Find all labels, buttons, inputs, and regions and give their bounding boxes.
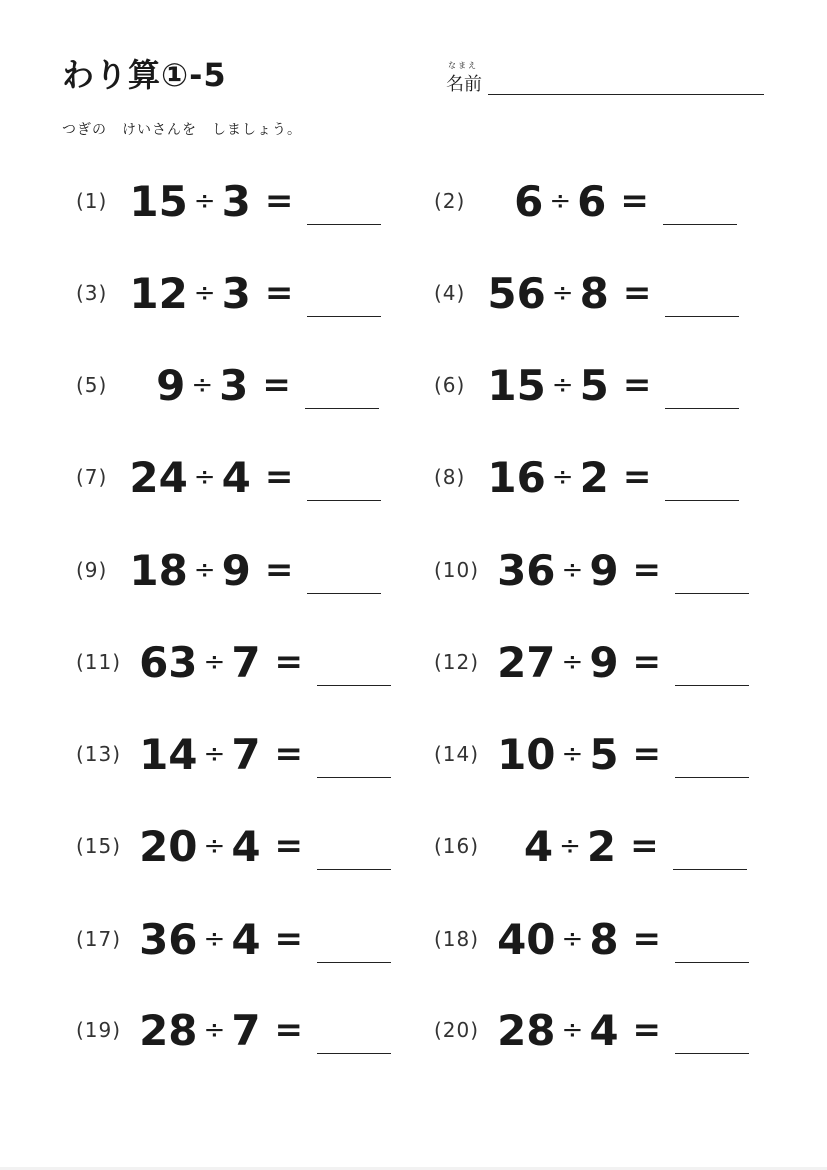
problem-item <box>76 637 391 687</box>
divisor: 5 <box>579 360 609 410</box>
problem-expression <box>139 638 303 687</box>
division-sign: ÷ <box>193 278 216 308</box>
problem-item <box>76 268 381 318</box>
problem-number: (10) <box>434 558 480 582</box>
division-sign: ÷ <box>549 186 572 216</box>
dividend: 24 <box>129 452 188 502</box>
answer-blank[interactable] <box>317 1053 391 1054</box>
equals-sign: = <box>622 273 652 313</box>
dividend: 63 <box>139 637 198 687</box>
equals-sign: = <box>274 1010 304 1050</box>
division-sign: ÷ <box>203 924 226 954</box>
worksheet-title: わり算①-5 <box>62 56 227 94</box>
answer-blank[interactable] <box>317 962 391 963</box>
problem-number: (13) <box>76 742 122 766</box>
dividend: 6 <box>514 176 544 226</box>
division-sign: ÷ <box>561 1015 584 1045</box>
answer-blank[interactable] <box>307 316 381 317</box>
problem-number: (3) <box>76 281 108 305</box>
equals-sign: = <box>264 550 294 590</box>
problem-number: (4) <box>434 281 466 305</box>
division-sign: ÷ <box>551 370 574 400</box>
equals-sign: = <box>274 642 304 682</box>
dividend: 18 <box>129 545 188 595</box>
problem-expression <box>487 361 651 410</box>
equals-sign: = <box>632 550 662 590</box>
divisor: 2 <box>586 821 617 871</box>
equals-sign: = <box>632 1010 662 1050</box>
dividend: 56 <box>487 268 546 318</box>
divisor: 9 <box>589 545 619 595</box>
problem-item <box>434 914 749 964</box>
dividend: 28 <box>497 1005 556 1055</box>
dividend: 40 <box>497 914 556 964</box>
problem-item <box>76 1005 391 1055</box>
divisor: 4 <box>231 914 261 964</box>
problem-item <box>434 545 749 595</box>
name-furigana: なまえ <box>448 61 478 70</box>
equals-sign: = <box>274 919 304 959</box>
equals-sign: = <box>622 457 652 497</box>
division-sign: ÷ <box>191 370 214 400</box>
problem-item <box>434 729 749 779</box>
equals-sign: = <box>632 919 662 959</box>
problem-expression <box>497 730 661 779</box>
division-sign: ÷ <box>203 831 226 861</box>
problem-item <box>76 176 381 226</box>
equals-sign: = <box>264 457 294 497</box>
divisor: 4 <box>589 1005 619 1055</box>
dividend: 16 <box>487 452 546 502</box>
answer-blank[interactable] <box>307 593 381 594</box>
problem-expression <box>497 915 661 964</box>
answer-blank[interactable] <box>317 777 391 778</box>
problem-item <box>76 452 381 502</box>
divisor: 9 <box>221 545 251 595</box>
division-sign: ÷ <box>559 831 581 861</box>
problem-number: (5) <box>76 373 108 397</box>
dividend: 28 <box>139 1005 198 1055</box>
name-write-line[interactable] <box>488 94 764 95</box>
problem-number: (6) <box>434 373 466 397</box>
equals-sign: = <box>620 181 649 221</box>
dividend: 15 <box>487 360 546 410</box>
problem-item <box>76 729 391 779</box>
problem-item <box>434 176 737 226</box>
dividend: 27 <box>497 637 556 687</box>
problem-expression <box>129 269 293 318</box>
equals-sign: = <box>264 181 294 221</box>
division-sign: ÷ <box>561 647 584 677</box>
problem-item <box>76 545 381 595</box>
answer-blank[interactable] <box>307 500 381 501</box>
problem-expression <box>129 453 293 502</box>
problem-number: (14) <box>434 742 480 766</box>
divisor: 3 <box>221 176 251 226</box>
divisor: 4 <box>231 821 261 871</box>
problem-number: (20) <box>434 1018 480 1042</box>
equals-sign: = <box>632 642 662 682</box>
divisor: 8 <box>589 914 619 964</box>
division-sign: ÷ <box>193 555 216 585</box>
division-sign: ÷ <box>203 739 226 769</box>
division-sign: ÷ <box>561 739 584 769</box>
dividend: 9 <box>156 360 186 410</box>
divisor: 7 <box>231 1005 261 1055</box>
problem-item <box>434 360 739 410</box>
problem-expression <box>139 1006 303 1055</box>
problem-expression <box>139 822 303 871</box>
problem-number: (7) <box>76 465 108 489</box>
problem-expression <box>497 546 661 595</box>
division-sign: ÷ <box>193 462 216 492</box>
answer-blank[interactable] <box>665 316 739 317</box>
problem-item <box>434 452 739 502</box>
problem-item <box>434 637 749 687</box>
equals-sign: = <box>630 826 659 866</box>
equals-sign: = <box>274 734 304 774</box>
problem-expression <box>497 822 659 871</box>
divisor: 8 <box>579 268 609 318</box>
answer-blank[interactable] <box>305 408 379 409</box>
problem-item <box>76 360 379 410</box>
problem-expression <box>487 177 649 226</box>
problem-number: (19) <box>76 1018 122 1042</box>
equals-sign: = <box>262 365 291 405</box>
problem-number: (18) <box>434 927 480 951</box>
problem-expression <box>497 1006 661 1055</box>
problem-expression <box>487 453 651 502</box>
instruction-text: つぎの けいさんを しましょう。 <box>62 122 302 138</box>
division-sign: ÷ <box>203 1015 226 1045</box>
dividend: 20 <box>139 821 198 871</box>
answer-blank[interactable] <box>675 685 749 686</box>
problem-item <box>434 821 747 871</box>
dividend: 14 <box>139 729 198 779</box>
problem-expression <box>139 730 303 779</box>
problem-number: (2) <box>434 189 466 213</box>
problem-number: (15) <box>76 834 122 858</box>
divisor: 7 <box>231 637 261 687</box>
problem-item <box>434 268 739 318</box>
problem-number: (17) <box>76 927 122 951</box>
answer-blank[interactable] <box>307 224 381 225</box>
dividend: 36 <box>139 914 198 964</box>
problem-number: (9) <box>76 558 108 582</box>
problem-number: (16) <box>434 834 480 858</box>
problem-expression <box>129 177 293 226</box>
problem-item <box>434 1005 749 1055</box>
problem-item <box>76 914 391 964</box>
problem-number: (8) <box>434 465 466 489</box>
divisor: 6 <box>577 176 607 226</box>
problem-number: (12) <box>434 650 480 674</box>
answer-blank[interactable] <box>675 593 749 594</box>
dividend: 15 <box>129 176 188 226</box>
dividend: 36 <box>497 545 556 595</box>
divisor: 3 <box>219 360 249 410</box>
problem-expression <box>129 361 291 410</box>
equals-sign: = <box>632 734 662 774</box>
name-label: 名前 <box>446 74 482 95</box>
division-sign: ÷ <box>551 462 574 492</box>
dividend: 12 <box>129 268 188 318</box>
dividend: 4 <box>523 821 554 871</box>
divisor: 2 <box>579 452 609 502</box>
dividend: 10 <box>497 729 556 779</box>
divisor: 5 <box>589 729 619 779</box>
equals-sign: = <box>622 365 652 405</box>
equals-sign: = <box>264 273 294 313</box>
division-sign: ÷ <box>551 278 574 308</box>
answer-blank[interactable] <box>673 869 747 870</box>
divisor: 9 <box>589 637 619 687</box>
answer-blank[interactable] <box>317 685 391 686</box>
answer-blank[interactable] <box>675 1053 749 1054</box>
problem-item <box>76 821 391 871</box>
division-sign: ÷ <box>561 924 584 954</box>
division-sign: ÷ <box>193 186 216 216</box>
answer-blank[interactable] <box>663 224 737 225</box>
answer-blank[interactable] <box>665 500 739 501</box>
equals-sign: = <box>274 826 304 866</box>
problem-expression <box>129 546 293 595</box>
problem-expression <box>139 915 303 964</box>
problem-expression <box>497 638 661 687</box>
division-sign: ÷ <box>561 555 584 585</box>
answer-blank[interactable] <box>675 777 749 778</box>
divisor: 7 <box>231 729 261 779</box>
answer-blank[interactable] <box>675 962 749 963</box>
division-sign: ÷ <box>203 647 226 677</box>
problem-number: (11) <box>76 650 122 674</box>
divisor: 3 <box>221 268 251 318</box>
divisor: 4 <box>221 452 251 502</box>
answer-blank[interactable] <box>317 869 391 870</box>
problem-number: (1) <box>76 189 108 213</box>
problem-expression <box>487 269 651 318</box>
answer-blank[interactable] <box>665 408 739 409</box>
